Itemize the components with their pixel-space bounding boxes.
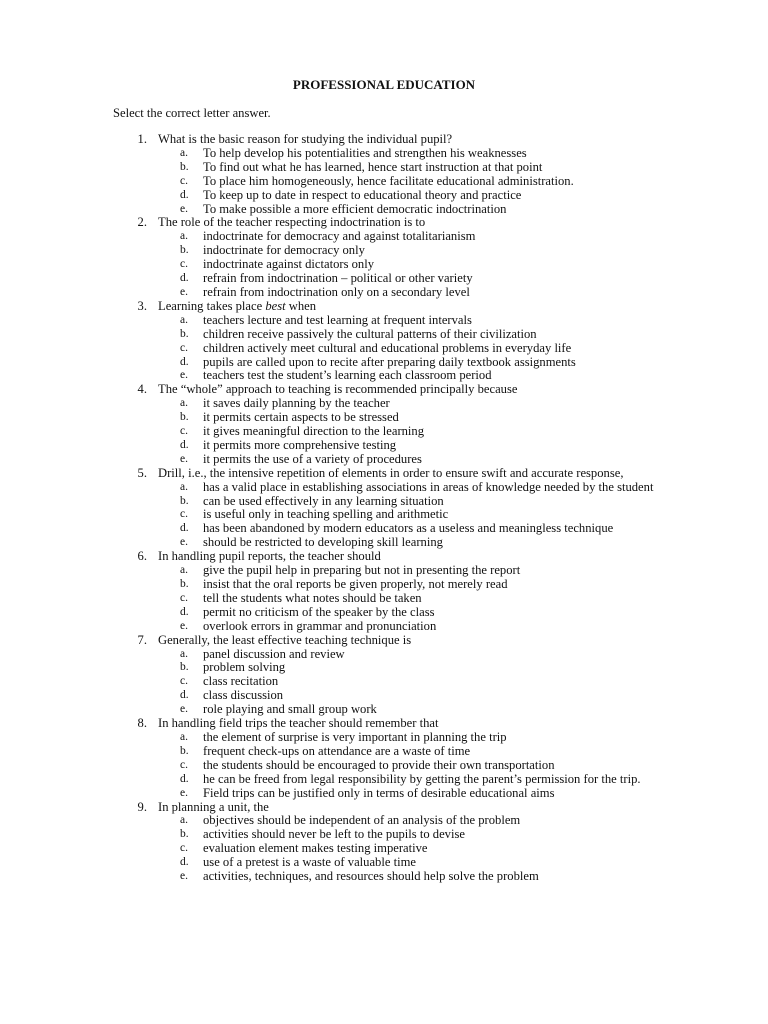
question-2 xyxy=(0,216,768,230)
option-text: To help develop his potentialities and strengthen his weaknesses xyxy=(203,145,527,160)
question-7 xyxy=(0,634,768,648)
option-letter: b. xyxy=(180,411,189,424)
option-text: evaluation element makes testing imperative xyxy=(203,841,428,856)
option-text: frequent check-ups on attendance are a waste of time xyxy=(203,743,471,758)
question-text: What is the basic reason for studying the individual pupil? xyxy=(158,132,453,146)
question-text: Drill, i.e., the intensive repetition of elements in order to ensure swift and accurate response, xyxy=(158,465,624,480)
option-4c xyxy=(0,425,768,439)
question-5 xyxy=(0,467,768,481)
option-9b xyxy=(0,828,768,842)
option-letter: e. xyxy=(180,202,188,215)
question-text-start: Learning takes place xyxy=(158,298,266,313)
option-3d xyxy=(0,356,768,370)
question-number: 6. xyxy=(137,549,147,564)
option-9c xyxy=(0,842,768,856)
question-6 xyxy=(0,550,768,564)
question-number: 1. xyxy=(137,132,147,146)
option-text: problem solving xyxy=(203,660,286,675)
option-3e xyxy=(0,369,768,383)
option-letter: d. xyxy=(180,188,189,201)
option-text: panel discussion and review xyxy=(203,646,345,661)
option-letter: e. xyxy=(180,369,188,382)
question-text: In handling pupil reports, the teacher should xyxy=(158,549,381,564)
option-7e xyxy=(0,703,768,717)
option-letter: a. xyxy=(180,480,188,493)
option-letter: a. xyxy=(180,146,188,159)
question-4 xyxy=(0,383,768,397)
option-1d xyxy=(0,189,768,203)
option-text: has a valid place in establishing associations in areas of knowledge needed by the student xyxy=(203,479,654,494)
option-text: To find out what he has learned, hence start instruction at that point xyxy=(203,159,543,174)
option-letter: d. xyxy=(180,856,189,869)
question-3 xyxy=(0,300,768,314)
option-text: activities should never be left to the pupils to devise xyxy=(203,827,465,842)
option-letter: c. xyxy=(180,675,188,688)
option-8b xyxy=(0,745,768,759)
option-8a xyxy=(0,731,768,745)
option-letter: c. xyxy=(180,842,188,855)
option-4a xyxy=(0,397,768,411)
option-8d xyxy=(0,773,768,787)
option-4d xyxy=(0,439,768,453)
option-3c xyxy=(0,342,768,356)
emphasized-word: best xyxy=(265,298,286,313)
option-text: teachers test the student’s learning each classroom period xyxy=(203,368,492,383)
option-4b xyxy=(0,411,768,425)
instruction-text: Select the correct letter answer. xyxy=(113,106,271,120)
question-1 xyxy=(0,133,768,147)
option-text: it permits certain aspects to be stressed xyxy=(203,410,399,425)
option-text: role playing and small group work xyxy=(203,702,377,717)
option-text: permit no criticism of the speaker by the class xyxy=(203,604,435,619)
option-text: give the pupil help in preparing but not in presenting the report xyxy=(203,563,521,578)
option-8e xyxy=(0,787,768,801)
option-letter: a. xyxy=(180,730,188,743)
question-text xyxy=(158,300,654,314)
option-3b xyxy=(0,328,768,342)
document-title: PROFESSIONAL EDUCATION xyxy=(292,77,476,92)
option-text: tell the students what notes should be taken xyxy=(203,590,422,605)
question-list xyxy=(0,133,768,884)
option-letter: e. xyxy=(180,619,188,632)
option-7a xyxy=(0,648,768,662)
option-letter: b. xyxy=(180,160,189,173)
question-number: 5. xyxy=(137,465,147,480)
option-letter: a. xyxy=(180,564,188,577)
option-text: Field trips can be justified only in terms of desirable educational aims xyxy=(203,785,555,800)
option-text: objectives should be independent of an analysis of the problem xyxy=(203,813,521,828)
option-text: has been abandoned by modern educators as a useless and meaningless technique xyxy=(203,521,614,536)
option-letter: c. xyxy=(180,174,188,187)
option-text: it permits more comprehensive testing xyxy=(203,437,397,452)
option-letter: e. xyxy=(180,285,188,298)
option-letter: e. xyxy=(180,703,188,716)
option-text: it saves daily planning by the teacher xyxy=(203,396,390,411)
option-text: is useful only in teaching spelling and arithmetic xyxy=(203,507,449,522)
option-9a xyxy=(0,814,768,828)
option-6c xyxy=(0,592,768,606)
option-letter: d. xyxy=(180,689,189,702)
option-letter: c. xyxy=(180,425,188,438)
option-text: should be restricted to developing skill learning xyxy=(203,535,443,550)
option-text: indoctrinate against dictators only xyxy=(203,257,375,272)
question-8 xyxy=(0,717,768,731)
option-letter: c. xyxy=(180,341,188,354)
option-text: pupils are called upon to recite after preparing daily textbook assignments xyxy=(203,354,576,369)
option-letter: e. xyxy=(180,536,188,549)
option-6a xyxy=(0,564,768,578)
option-1c xyxy=(0,175,768,189)
option-1b xyxy=(0,161,768,175)
option-text: it permits the use of a variety of procedures xyxy=(203,451,422,466)
option-text: To place him homogeneously, hence facilitate educational administration. xyxy=(203,173,574,188)
option-7c xyxy=(0,675,768,689)
option-text: it gives meaningful direction to the learning xyxy=(203,424,425,439)
option-text: indoctrinate for democracy only xyxy=(203,243,365,258)
option-letter: d. xyxy=(180,772,189,785)
option-7d xyxy=(0,689,768,703)
option-letter: a. xyxy=(180,313,188,326)
question-number: 4. xyxy=(137,382,147,397)
option-7b xyxy=(0,661,768,675)
option-text: To keep up to date in respect to educational theory and practice xyxy=(203,187,522,202)
option-text: To make possible a more efficient democratic indoctrination xyxy=(203,201,507,216)
option-text: class recitation xyxy=(203,674,279,689)
option-text: insist that the oral reports be given properly, not merely read xyxy=(203,577,508,591)
question-number: 8. xyxy=(137,716,147,731)
option-text: refrain from indoctrination – political or other variety xyxy=(203,271,473,286)
option-letter: e. xyxy=(180,786,188,799)
question-text: In handling field trips the teacher should remember that xyxy=(158,716,439,731)
option-text: activities, techniques, and resources should help solve the problem xyxy=(203,869,539,884)
option-letter: e. xyxy=(180,452,188,465)
option-letter: c. xyxy=(180,508,188,521)
option-text: he can be freed from legal responsibility by getting the parent’s permission for the trip. xyxy=(203,771,641,786)
question-text: The “whole” approach to teaching is recommended principally because xyxy=(158,382,518,397)
option-text: children actively meet cultural and educational problems in everyday life xyxy=(203,340,572,355)
option-6d xyxy=(0,606,768,620)
option-letter: d. xyxy=(180,605,189,618)
option-letter: e. xyxy=(180,870,188,883)
option-2c xyxy=(0,258,768,272)
question-9 xyxy=(0,801,768,815)
option-2e xyxy=(0,286,768,300)
option-6e xyxy=(0,620,768,634)
option-letter: d. xyxy=(180,355,189,368)
question-text: Generally, the least effective teaching technique is xyxy=(158,632,412,647)
question-text: In planning a unit, the xyxy=(158,799,269,814)
option-5e xyxy=(0,536,768,550)
option-text: use of a pretest is a waste of valuable time xyxy=(203,855,416,870)
option-letter: b. xyxy=(180,327,189,340)
option-text: the students should be encouraged to provide their own transportation xyxy=(203,757,555,772)
option-letter: d. xyxy=(180,272,189,285)
question-number: 3. xyxy=(137,298,147,313)
option-text: the element of surprise is very important in planning the trip xyxy=(203,729,507,744)
option-2b xyxy=(0,244,768,258)
option-text: indoctrinate for democracy and against totalitarianism xyxy=(203,229,476,244)
option-letter: c. xyxy=(180,591,188,604)
option-text: overlook errors in grammar and pronunciation xyxy=(203,618,437,633)
option-text: teachers lecture and test learning at frequent intervals xyxy=(203,312,472,327)
option-letter: b. xyxy=(180,578,189,590)
option-letter: a. xyxy=(180,230,188,243)
option-letter: c. xyxy=(180,258,188,271)
option-letter: b. xyxy=(180,828,189,841)
option-1a xyxy=(0,147,768,161)
question-number: 9. xyxy=(137,799,147,814)
option-5b xyxy=(0,495,768,509)
option-text: refrain from indoctrination only on a secondary level xyxy=(203,284,470,299)
option-letter: d. xyxy=(180,438,189,451)
option-text: class discussion xyxy=(203,688,284,703)
option-9d xyxy=(0,856,768,870)
option-6b xyxy=(0,578,768,592)
option-1e xyxy=(0,203,768,217)
option-3a xyxy=(0,314,768,328)
option-letter: b. xyxy=(180,494,189,507)
option-letter: c. xyxy=(180,758,188,771)
option-9e xyxy=(0,870,768,884)
option-5d xyxy=(0,522,768,536)
option-2d xyxy=(0,272,768,286)
option-letter: b. xyxy=(180,244,189,257)
option-2a xyxy=(0,230,768,244)
option-text: can be used effectively in any learning situation xyxy=(203,493,444,508)
option-letter: a. xyxy=(180,814,188,827)
option-letter: a. xyxy=(180,397,188,410)
option-8c xyxy=(0,759,768,773)
question-text-end: when xyxy=(285,298,317,313)
option-5c xyxy=(0,508,768,522)
option-4e xyxy=(0,453,768,467)
option-text: children receive passively the cultural patterns of their civilization xyxy=(203,326,537,341)
option-letter: d. xyxy=(180,522,189,535)
option-letter: a. xyxy=(180,647,188,660)
question-number: 2. xyxy=(137,215,147,230)
question-number: 7. xyxy=(137,632,147,647)
question-text: The role of the teacher respecting indoctrination is to xyxy=(158,215,426,230)
option-letter: b. xyxy=(180,661,189,674)
option-letter: b. xyxy=(180,744,189,757)
option-5a xyxy=(0,481,768,495)
